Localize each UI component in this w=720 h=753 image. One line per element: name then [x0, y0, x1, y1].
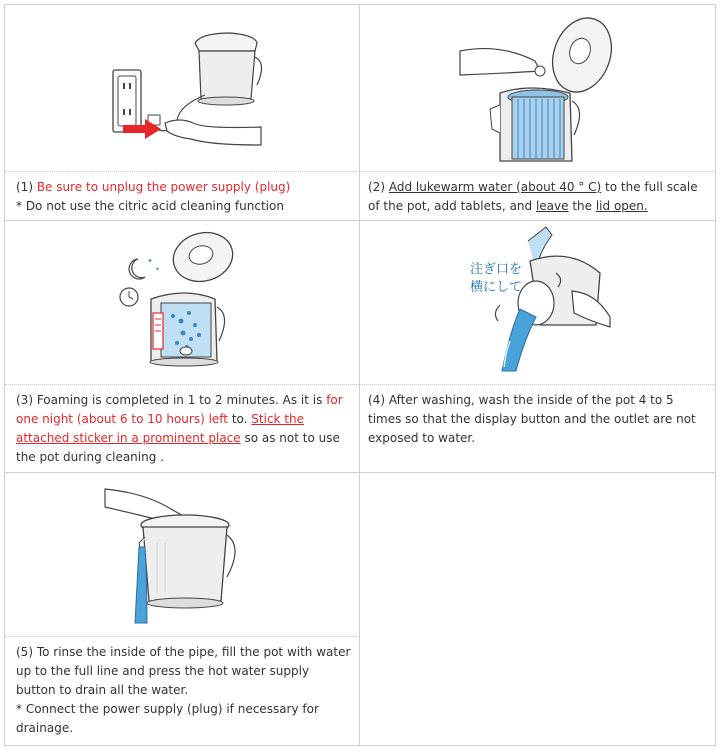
svg-text:✦: ✦ — [147, 257, 153, 265]
step-1-text — [5, 171, 359, 220]
step-5-number: (5) — [16, 645, 33, 659]
step-3-cell — [5, 221, 359, 472]
step-2-text — [360, 171, 715, 220]
step-5-cell — [5, 473, 359, 745]
table-border-right — [715, 4, 716, 746]
step-2-water-instruction: Add lukewarm water (about 40 ° C) — [388, 180, 602, 194]
step-2-number: (2) — [368, 180, 385, 194]
step-3-text — [5, 384, 359, 472]
step-2-text-b: the — [568, 199, 596, 213]
step-2-lid-open: lid open. — [595, 199, 648, 213]
unplug-illustration — [5, 5, 359, 170]
step-1-number: (1) — [16, 180, 33, 194]
add-tablet-illustration — [360, 5, 715, 170]
step-2-cell — [360, 5, 715, 220]
callout-line1: 注ぎ口を — [470, 262, 523, 277]
step-4-text — [360, 384, 715, 472]
step-3-number: (3) — [16, 393, 33, 407]
step-4-number: (4) — [368, 393, 385, 407]
step-1-cell — [5, 5, 359, 220]
step-3-duration: for one night (about 6 to 10 hours) left — [16, 393, 343, 426]
step-1-note: * Do not use the citric acid cleaning function — [16, 199, 284, 213]
svg-text:✦: ✦ — [155, 266, 161, 273]
step-5-note: * Connect the power supply (plug) if necessary for drainage. — [16, 702, 319, 735]
callout-line2: 横にして — [470, 280, 523, 295]
step-3-sticker-instruction: Stick the attached sticker in a prominent place — [16, 412, 305, 445]
step-5-text — [5, 636, 359, 745]
step-1-warning: Be sure to unplug the power supply (plug) — [36, 180, 291, 194]
step-3-text-c: so as not to use the pot during cleaning . — [16, 431, 340, 464]
step-3-text-a: Foaming is completed in 1 to 2 minutes. As it is — [36, 393, 327, 407]
step-4-cell — [360, 221, 715, 472]
step-2-leave: leave — [535, 199, 569, 213]
table-border-bottom — [4, 745, 716, 746]
step-4-description: After washing, wash the inside of the pot 4 to 5 times so that the display button and the outlet are not exposed to water. — [368, 393, 696, 445]
washing-illustration — [360, 221, 715, 383]
foaming-illustration — [5, 221, 359, 383]
step-2-text-a: to the full scale of the pot, add tablets, and — [368, 180, 698, 213]
step-5-description: To rinse the inside of the pipe, fill the pot with water up to the full line and press the hot water supply button to drain all the water. — [16, 645, 351, 697]
step-3-text-b: to. — [228, 412, 252, 426]
drain-illustration — [5, 473, 359, 635]
empty-cell — [360, 473, 715, 745]
